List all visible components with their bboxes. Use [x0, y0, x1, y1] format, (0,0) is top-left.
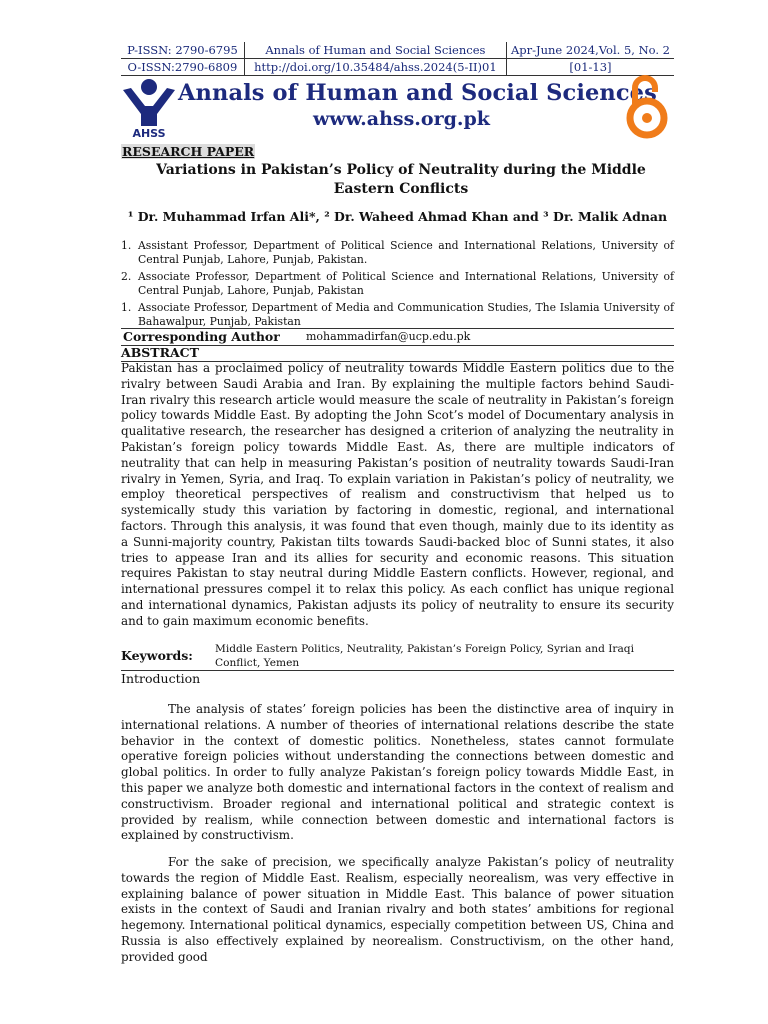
introduction-heading: Introduction — [121, 671, 201, 686]
journal-title: Annals of Human and Social Sciences — [178, 80, 657, 106]
intro-paragraph-1: The analysis of states’ foreign policies has been the distinctive area of inquiry in international relations. A number of theories of international relations describe the state behavior in the context of domestic politics. Nonetheless, states cannot formulate operative foreign policies without understanding the connections between domestic and global politics. In order to fully analyze Pakistan’s foreign policy towards Middle East, in this paper we analyze both domestic and international factors in the context of realism and constructivism. Broader regional and international political and strategic context is provided by realism, while connection between domestic and international factors is explained by constructivism. — [121, 702, 674, 843]
affiliation-text: Associate Professor, Department of Political Science and International Relations, University of Central Punjab, Lahore, Punjab, Pakistan — [138, 270, 674, 297]
affiliation-item — [121, 270, 674, 298]
keywords-label: Keywords: — [121, 648, 193, 663]
journal-banner — [121, 74, 674, 144]
journal-name: Annals of Human and Social Sciences — [244, 42, 506, 59]
abstract-heading: ABSTRACT — [121, 345, 674, 362]
affiliation-list — [121, 239, 674, 332]
pissn: P-ISSN: 2790-6795 — [121, 42, 244, 59]
article-title: Variations in Pakistan’s Policy of Neutrality during the Middle Eastern Conflicts — [156, 162, 646, 197]
keywords-row — [121, 642, 674, 671]
page-range: [01-13] — [506, 59, 674, 76]
keywords-text: Middle Eastern Politics, Neutrality, Pakistan’s Foreign Policy, Syrian and Iraqi Conflict, Yemen — [215, 643, 634, 669]
open-access-icon — [621, 74, 673, 140]
ahss-logo-icon — [121, 76, 177, 138]
affiliation-number: 1. — [121, 239, 132, 252]
article-type: RESEARCH PAPER — [122, 144, 255, 159]
affiliation-text: Assistant Professor, Department of Political Science and International Relations, University of Central Punjab, Lahore, Punjab, Pakistan. — [138, 239, 674, 266]
intro-paragraph-2: For the sake of precision, we specifically analyze Pakistan’s policy of neutrality towards the region of Middle East. Realism, especially neorealism, was very effective in explaining balance of power situation in Middle East. This balance of power situation exists in the context of Saudi and Iranian rivalry and both states’ ambitions for regional hegemony. International political dynamics, especially competition between US, China and Russia is also effectively explained by neorealism. Constructivism, on the other hand, provided good — [121, 855, 674, 964]
journal-url[interactable]: www.ahss.org.pk — [313, 108, 490, 130]
oissn: O-ISSN:2790-6809 — [121, 59, 244, 76]
corresponding-email[interactable]: mohammadirfan@ucp.edu.pk — [306, 330, 471, 343]
corresponding-author-label: Corresponding Author — [123, 329, 280, 344]
affiliation-number: 2. — [121, 270, 132, 283]
corresponding-author-row — [121, 328, 674, 346]
affiliation-text: Associate Professor, Department of Media and Communication Studies, The Islamia University of Bahawalpur, Punjab, Pakistan — [138, 301, 674, 328]
logo-text: AHSS — [132, 127, 166, 138]
affiliation-number: 1. — [121, 301, 132, 314]
affiliation-item — [121, 301, 674, 329]
journal-info-table — [121, 42, 674, 76]
abstract-text: Pakistan has a proclaimed policy of neutrality towards Middle Eastern politics due to the rivalry between Saudi Arabia and Iran. By explaining the multiple factors behind Saudi-Iran rivalry this research article would measure the scale of neutrality in Pakistan’s foreign policy towards Middle East. By adopting the John Scot’s model of Documentary analysis in qualitative research, the researcher has designed a criterion of analyzing the neutrality in Pakistan’s foreign policy towards Middle East. As, there are multiple indicators of neutrality that can help in measuring Pakistan’s position of neutrality towards Saudi-Iran rivalry in Yemen, Syria, and Iraq. To explain variation in Pakistan’s policy of neutrality, we employ theoretical perspectives of realism and constructivism that helped us to systemically study this variation by factoring in domestic, regional, and international factors. Through this analysis, it was found that even though, mainly due to its identity as a Sunni-majority country, Pakistan tilts towards Saudi-backed bloc of Sunni states, it also tries to appease Iran and its allies for security and economic reasons. This situation requires Pakistan to stay neutral during Middle Eastern conflicts. However, regional, and international pressures compel it to relax this policy. As each conflict has unique regional and international dynamics, Pakistan adjusts its policy of neutrality to ensure its security and to gain maximum economic benefits. — [121, 361, 674, 628]
affiliation-item — [121, 239, 674, 267]
issue-info: Apr-June 2024,Vol. 5, No. 2 — [506, 42, 674, 59]
doi-link[interactable]: http://doi.org/10.35484/ahss.2024(5-II)01 — [244, 59, 506, 76]
author-list: ¹ Dr. Muhammad Irfan Ali*, ² Dr. Waheed Ahmad Khan and ³ Dr. Malik Adnan — [127, 209, 668, 224]
